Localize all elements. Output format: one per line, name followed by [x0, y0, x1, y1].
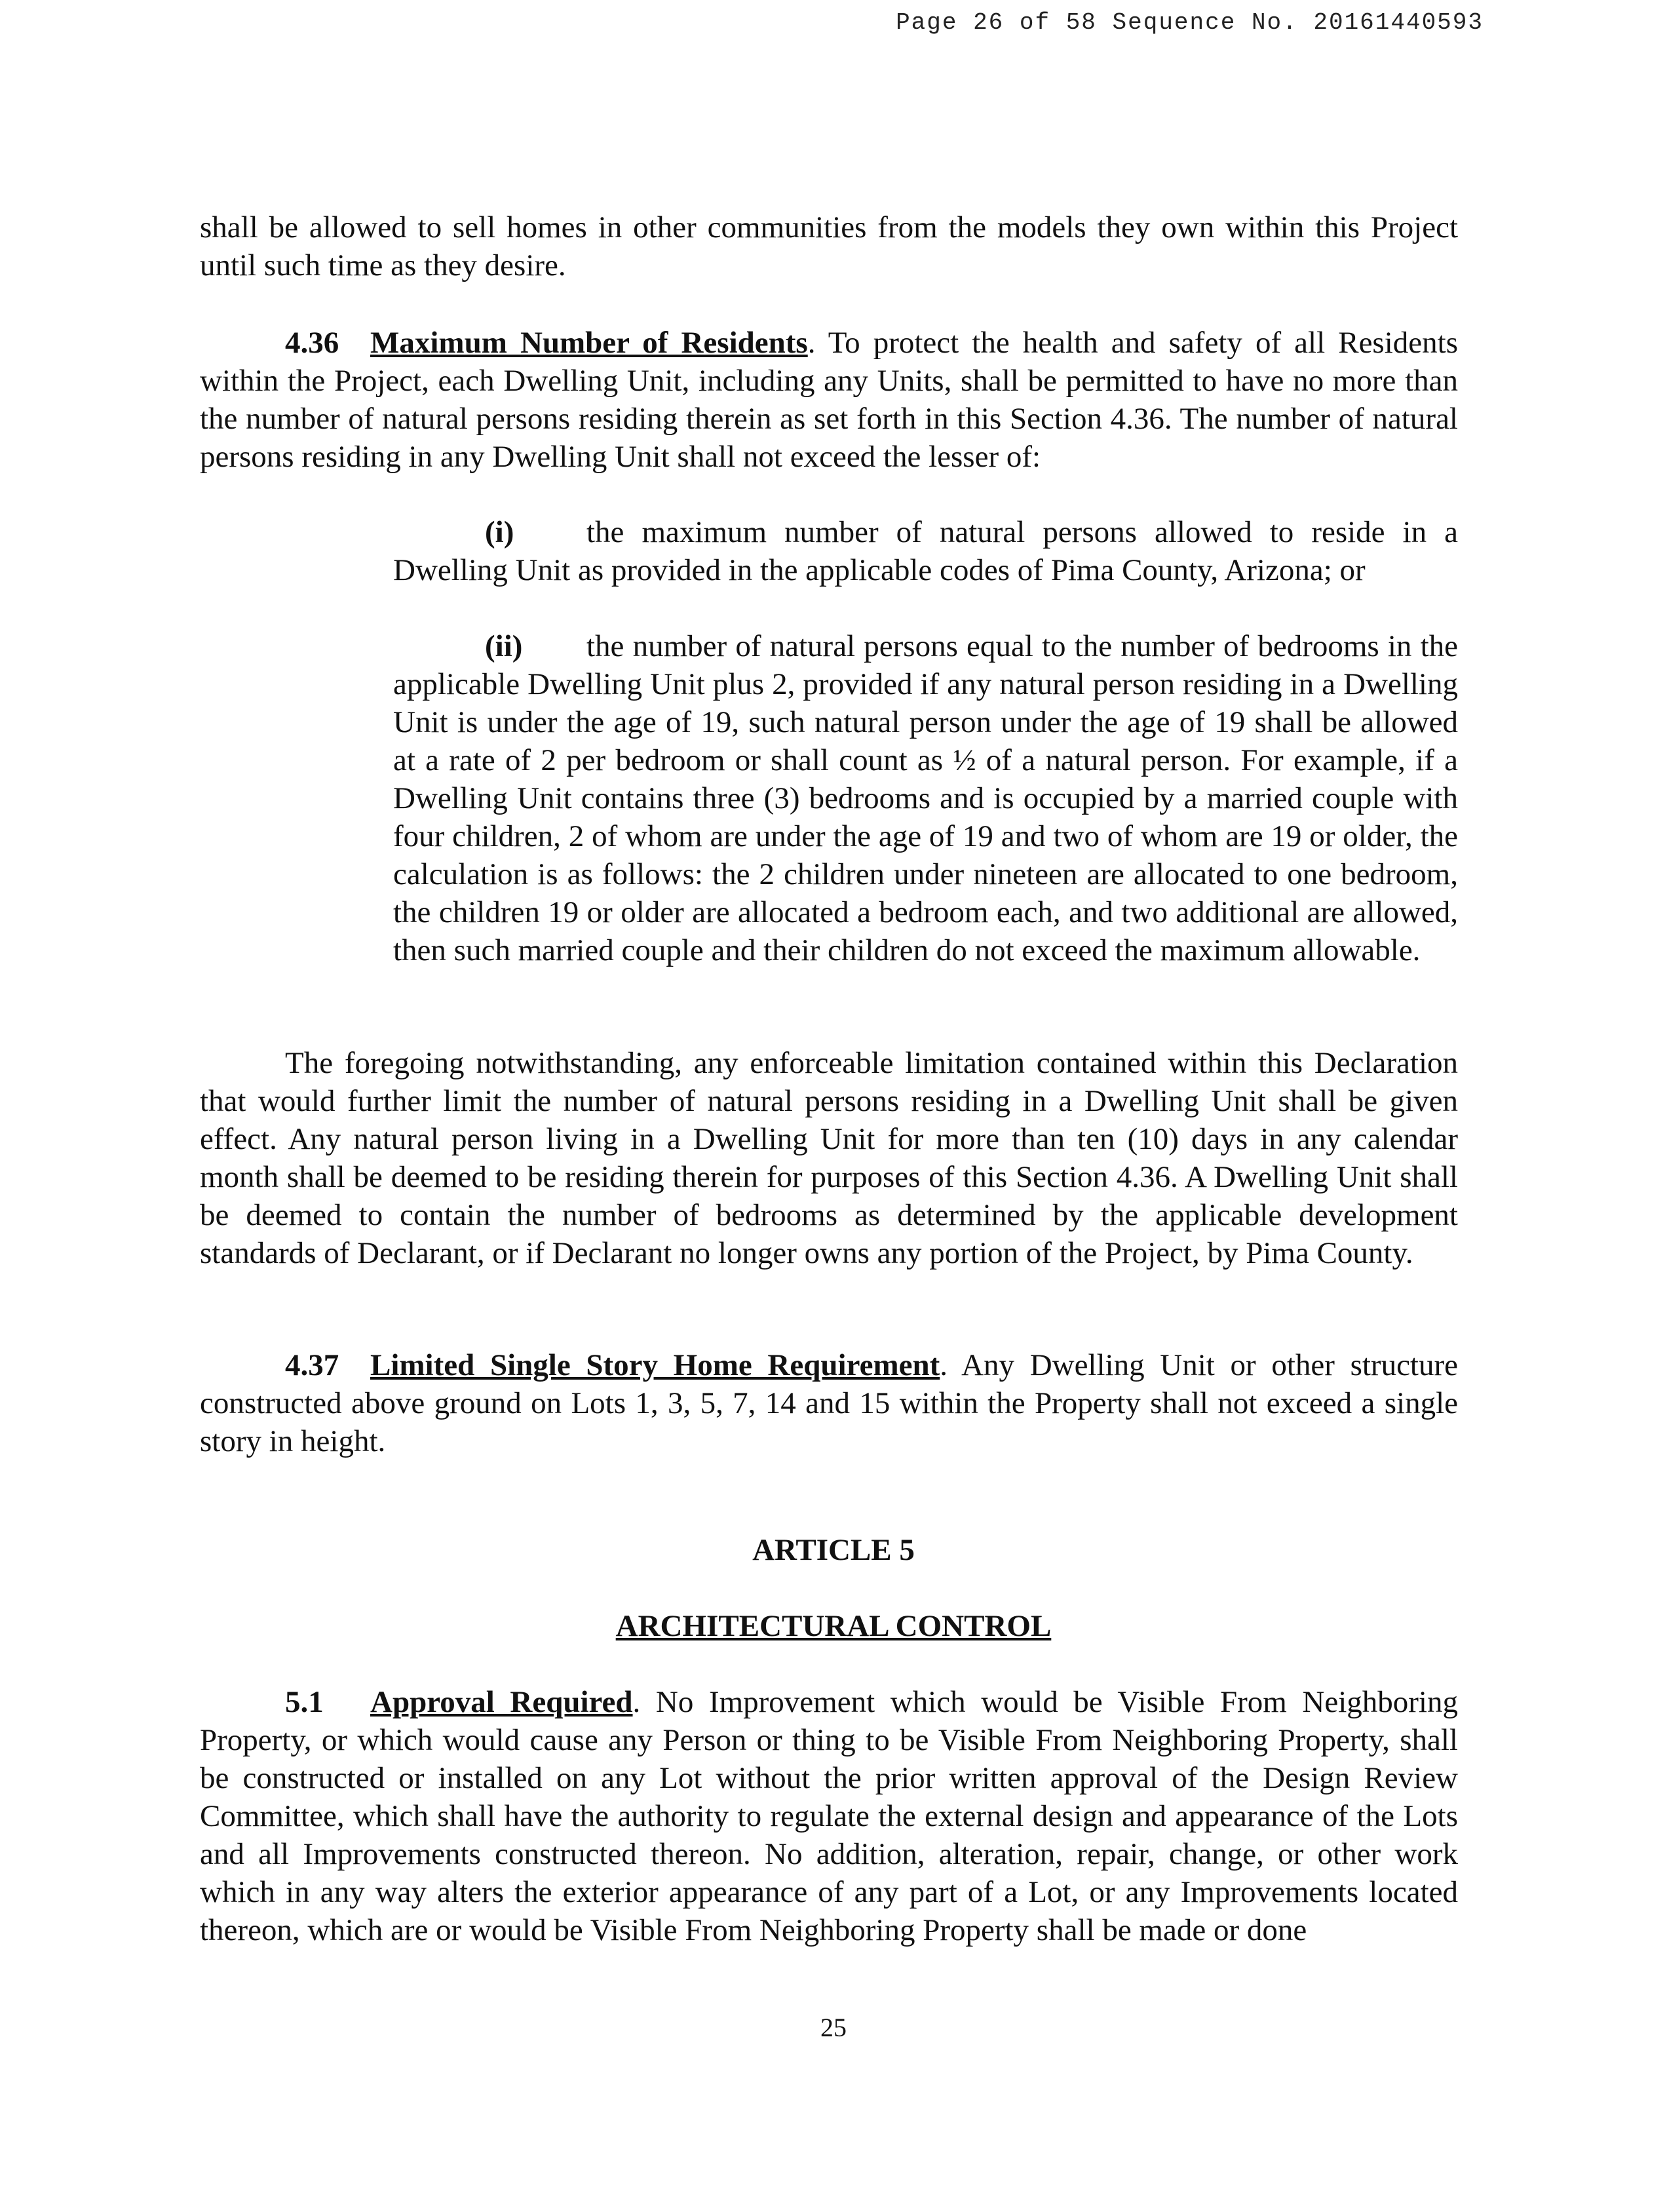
section-4-36-paragraph — [200, 324, 1458, 476]
section-text: . Any Dwelling Unit or other structure constructed above ground on Lots 1, 3, 5, 7, 14 and 15 within the Property shall not exceed a single story in height. — [200, 1348, 1459, 1458]
page-header-sequence: Page 26 of 58 Sequence No. 20161440593 — [896, 9, 1484, 36]
subsection-i — [393, 513, 1458, 589]
section-text: . No Improvement which would be Visible From Neighboring Property, or which would cause any Person or thing to be Visible From Neighboring Property, shall be constructed or installed on any Lot without the prior written approval of the Design Review Committee, which shall have the authority to regulate the external design and appearance of the Lots and all Improvements constructed thereon. No addition, alteration, repair, change, or other work which in any way alters the exterior appearance of any part of a Lot, or any Improvements located thereon, which are or would be Visible From Neighboring Property shall be made or done — [200, 1685, 1458, 1947]
page-number: 25 — [820, 2013, 847, 2042]
section-number: 4.37 — [285, 1348, 339, 1382]
section-4-37-paragraph — [200, 1346, 1458, 1460]
section-title: Approval Required — [370, 1685, 633, 1719]
section-title: Maximum Number of Residents — [370, 326, 808, 360]
subsection-text: the number of natural persons equal to the number of bedrooms in the applicable Dwelling Unit plus 2, provided if any natural person residing in a Dwelling Unit is under the age of 19, such natural person under the age of 19 shall be allowed at a rate of 2 per bedroom or shall count as ½ of a natural person. For example, if a Dwelling Unit contains three (3) bedrooms and is occupied by a married couple with four children, 2 of whom are under the age of 19 and two of whom are 19 or older, the calculation is as follows: the 2 children under nineteen are allocated to one bedroom, the children 19 or older are allocated a bedroom each, and two additional are allowed, then such married couple and their children do not exceed the maximum allowable. — [393, 629, 1458, 967]
subsection-ii — [393, 627, 1458, 969]
subsection-label: (i) — [485, 515, 514, 549]
section-title: Limited Single Story Home Requirement — [370, 1348, 940, 1382]
article-heading: ARTICLE 5 — [752, 1533, 915, 1567]
article-title: ARCHITECTURAL CONTROL — [615, 1609, 1052, 1643]
subsection-label: (ii) — [485, 629, 523, 663]
section-number: 5.1 — [285, 1685, 324, 1719]
subsection-text: the maximum number of natural persons allowed to reside in a Dwelling Unit as provided in the applicable codes of Pima County, Arizona; or — [393, 515, 1458, 587]
section-text: . To protect the health and safety of all Residents within the Project, each Dwelling Unit, including any Units, shall be permitted to have no more than the number of natural persons residing therein as set forth in this Section 4.36. The number of natural persons residing in any Dwelling Unit shall not exceed the lesser of: — [200, 326, 1458, 474]
section-number: 4.36 — [285, 326, 339, 360]
foregoing-paragraph: The foregoing notwithstanding, any enforceable limitation contained within this Declaration that would further limit the number of natural persons residing in a Dwelling Unit shall be given effect. Any natural person living in a Dwelling Unit for more than ten (10) days in any calendar month shall be deemed to be residing therein for purposes of this Section 4.36. A Dwelling Unit shall be deemed to contain the number of bedrooms as determined by the applicable development standards of Declarant, or if Declarant no longer owns any portion of the Project, by Pima County. — [200, 1046, 1458, 1270]
section-5-1-paragraph — [200, 1683, 1458, 1949]
continuation-paragraph: shall be allowed to sell homes in other communities from the models they own within this Project until such time as they desire. — [200, 210, 1458, 282]
